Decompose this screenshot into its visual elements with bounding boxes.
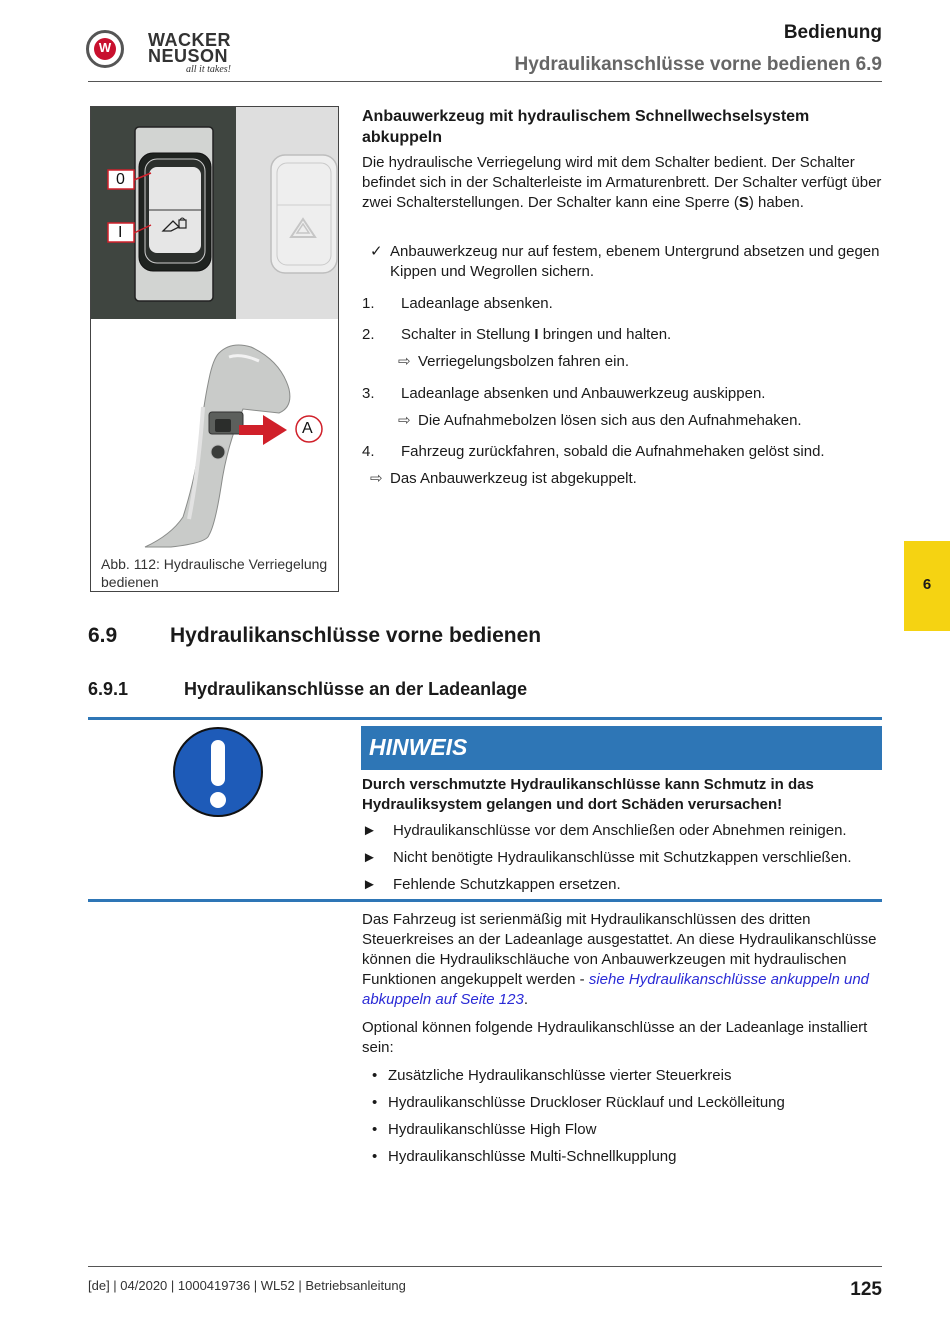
section-title: Hydraulikanschlüsse vorne bedienen [170,624,542,647]
result-arrow-icon: ⇨ [398,412,411,429]
chapter-title: Bedienung [783,22,882,43]
brand-tagline: all it takes! [186,64,231,75]
bullet-arrow-icon: ► [362,822,377,839]
figure-caption: Abb. 112: Hydraulische Verriegelung bedienen [101,556,328,590]
mandatory-action-icon [172,726,264,818]
step-3-result: ⇨ Die Aufnahmebolzen lösen sich aus den Aufnahmehaken. [398,412,802,429]
bullet-arrow-icon: ► [362,876,377,893]
final-result: ⇨ Das Anbauwerkzeug ist abgekuppelt. [370,470,637,487]
procedure-intro: Die hydraulische Verriegelung wird mit dem Schalter bedient. Der Schalter befindet sich in der Schalterleiste im Armaturenbrett. Der Schalter verfügt über zwei Schalterstellungen. Der Schalter kann eine Sperre (S) haben. [362,154,882,211]
document-info: [de] | 04/2020 | 1000419736 | WL52 | Betriebsanleitung [88,1278,406,1293]
notice-bottom-rule [88,899,882,902]
brand-emblem-icon: W [86,30,124,68]
section-number: 6.9 [88,624,118,647]
notice-top-rule [88,717,882,720]
step-2-result: ⇨ Verriegelungsbolzen fahren ein. [398,353,629,370]
check-icon: ✓ [370,243,383,260]
callout-label-0: 0 [116,171,125,188]
body-paragraph: Optional können folgende Hydraulikanschlüsse an der Ladeanlage installiert sein: [362,1019,868,1056]
precondition: ✓ Anbauwerkzeug nur auf festem, ebenem Untergrund absetzen und gegen Kippen und Wegrollen sichern. [370,243,880,280]
notice-headline: Durch verschmutzte Hydraulikanschlüsse kann Schmutz in das Hydrauliksystem gelangen und dort Schäden verursachen! [362,776,814,813]
cross-reference-link[interactable]: siehe Hydraulikanschlüsse ankuppeln und abkuppeln auf Seite 123 [362,971,870,1008]
result-arrow-icon: ⇨ [398,353,411,370]
body-paragraph: Das Fahrzeug ist serienmäßig mit Hydraulikanschlüssen des dritten Steuerkreises an der Ladeanlage ausgestattet. An diese Hydraulikanschlüsse können die Hydraulikschläuche von Anbauwerkzeugen mit hydraulischen Funktionen angekuppelt werden - siehe Hydraulikanschlüsse ankuppeln und abkuppeln auf Seite 123. [362,911,877,1008]
footer-divider [88,1266,882,1267]
subsection-title: Hydraulikanschlüsse an der Ladeanlage [184,679,528,699]
notice-label-bar: HINWEIS [361,726,882,770]
figure-illustration [91,107,339,592]
callout-label-I: I [118,224,123,241]
brand-name: WACKER NEUSON [148,30,231,66]
header-divider [88,81,882,82]
bullet-arrow-icon: ► [362,849,377,866]
figure-hydraulic-lock [90,106,339,592]
chapter-tab[interactable]: 6 [904,541,950,631]
subsection-number: 6.9.1 [88,679,129,699]
callout-label-A: A [302,420,313,437]
result-arrow-icon: ⇨ [370,470,383,487]
section-header: Hydraulikanschlüsse vorne bedienen 6.9 [514,54,882,75]
procedure-title: Anbauwerkzeug mit hydraulischem Schnellwechselsystem abkuppeln [362,108,810,146]
brand-logo [86,30,246,76]
page-number: 125 [850,1279,882,1300]
